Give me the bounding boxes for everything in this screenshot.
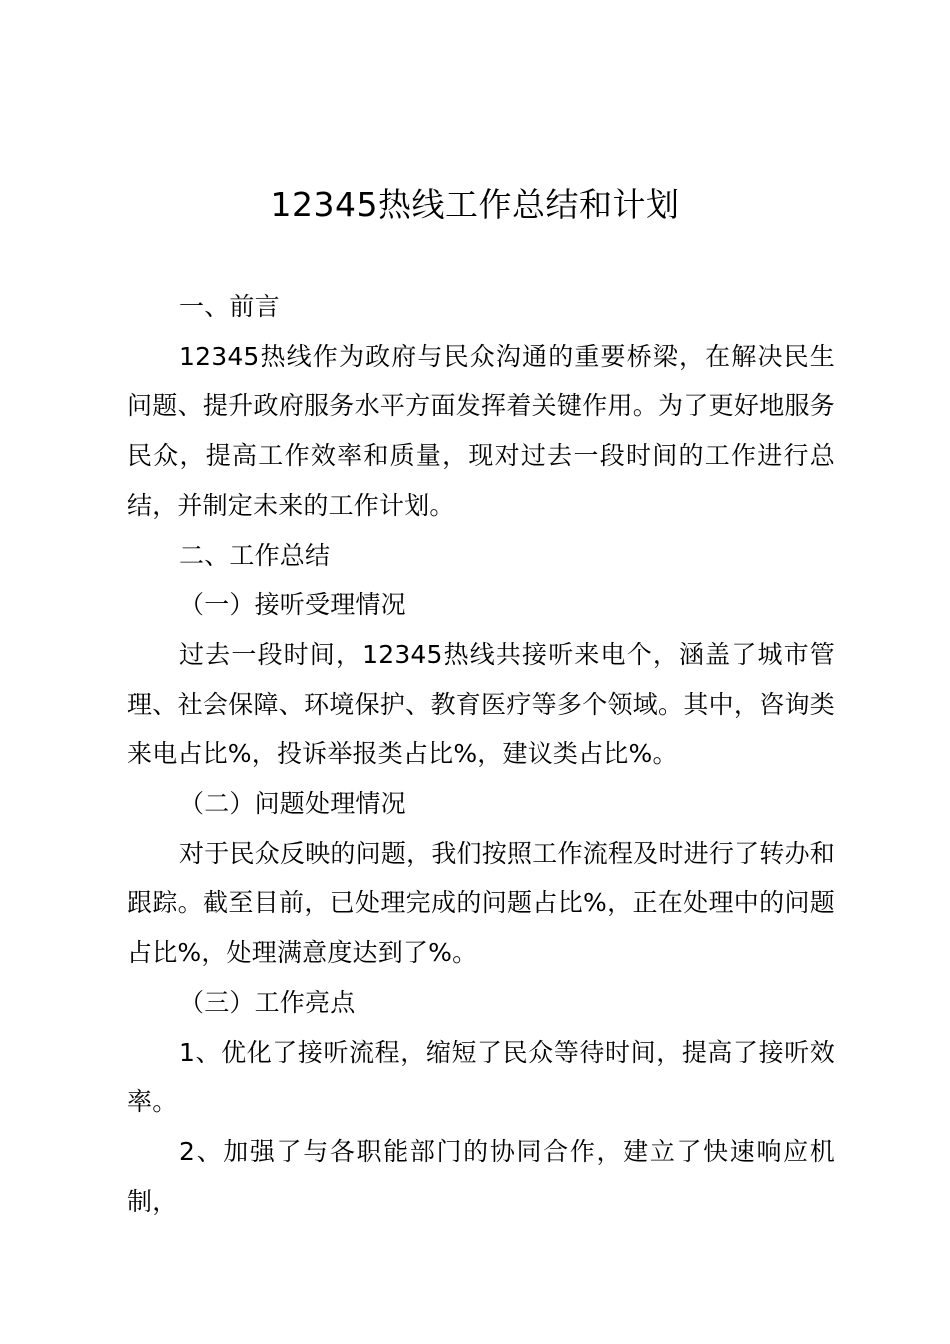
document-body [127, 282, 835, 1226]
section-heading-summary: 二、工作总结 [179, 540, 331, 570]
subheading-issue-processing: （二）问题处理情况 [179, 789, 406, 819]
subheading-highlights: （三）工作亮点 [179, 987, 356, 1017]
highlight-item-2: 2、加强了与各职能部门的协同合作，建立了快速响应机制， [127, 1136, 835, 1216]
issue-processing-paragraph: 对于民众反映的问题，我们按照工作流程及时进行了转办和跟踪。截至目前，已处理完成的问题占比%，正在处理中的问题占比%，处理满意度达到了%。 [127, 838, 835, 968]
section-heading-preface: 一、前言 [179, 292, 280, 321]
subheading-call-handling: （一）接听受理情况 [179, 590, 406, 620]
call-handling-paragraph: 过去一段时间，12345热线共接听来电个，涵盖了城市管理、社会保障、环境保护、教育医疗等多个领域。其中，咨询类来电占比%，投诉举报类占比%，建议类占比%。 [127, 639, 835, 769]
highlight-item-1: 1、优化了接听流程，缩短了民众等待时间，提高了接听效率。 [127, 1037, 835, 1117]
document-title: 12345热线工作总结和计划 [270, 185, 680, 224]
preface-paragraph: 12345热线作为政府与民众沟通的重要桥梁，在解决民生问题、提升政府服务水平方面发挥着关键作用。为了更好地服务民众，提高工作效率和质量，现对过去一段时间的工作进行总结，并制定未来的工作计划。 [127, 341, 835, 520]
